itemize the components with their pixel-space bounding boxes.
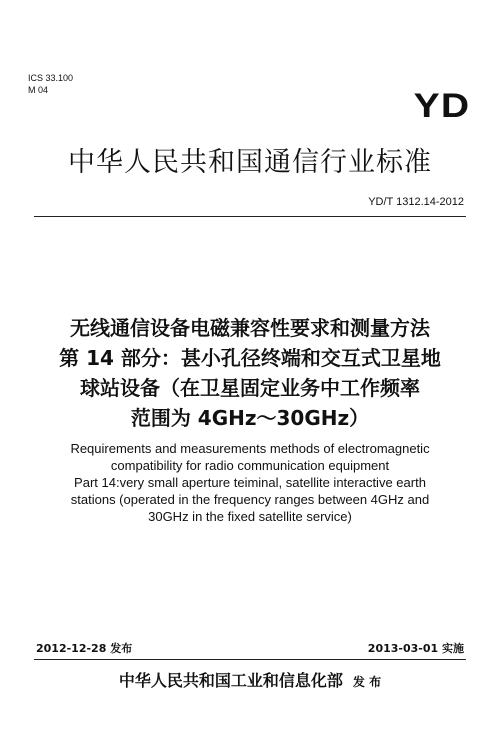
- top-divider: [34, 216, 466, 217]
- english-title-line-1: Requirements and measurements methods of electromagnetic: [70, 441, 430, 456]
- bottom-divider: [34, 659, 466, 660]
- publish-date: 2012-12-28 发布: [36, 642, 133, 655]
- implement-date: 2013-03-01 实施: [367, 642, 464, 655]
- chinese-title-line-2: 第 14 部分：甚小孔径终端和交互式卫星地: [59, 346, 441, 370]
- chinese-title-line-3: 球站设备（在卫星固定业务中工作频率: [80, 376, 420, 400]
- english-title-line-2: compatibility for radio communication equipment: [110, 458, 390, 473]
- chinese-title-line-1: 无线通信设备电磁兼容性要求和测量方法: [70, 316, 430, 340]
- issuer-line: [0, 668, 500, 691]
- chinese-title: [0, 313, 500, 433]
- english-title-line-5: 30GHz in the fixed satellite service): [148, 509, 352, 524]
- ics-code: ICS 33.100: [28, 73, 74, 83]
- category-code: M 04: [28, 85, 49, 95]
- standard-number: YD/T 1312.14-2012: [368, 196, 464, 208]
- chinese-title-line-4: 范围为 4GHz～30GHz）: [130, 406, 370, 430]
- issuer-name: 中华人民共和国工业和信息化部: [118, 671, 343, 690]
- standard-title: 中华人民共和国通信行业标准: [68, 147, 432, 178]
- english-title-line-3: Part 14:very small aperture teiminal, satellite interactive earth: [74, 475, 426, 490]
- yd-logo: YD: [413, 87, 470, 125]
- classification-codes: [28, 72, 73, 96]
- english-title: [0, 440, 500, 525]
- english-title-line-4: stations (operated in the frequency ranges between 4GHz and: [70, 492, 430, 507]
- issuer-suffix: 发 布: [352, 675, 382, 689]
